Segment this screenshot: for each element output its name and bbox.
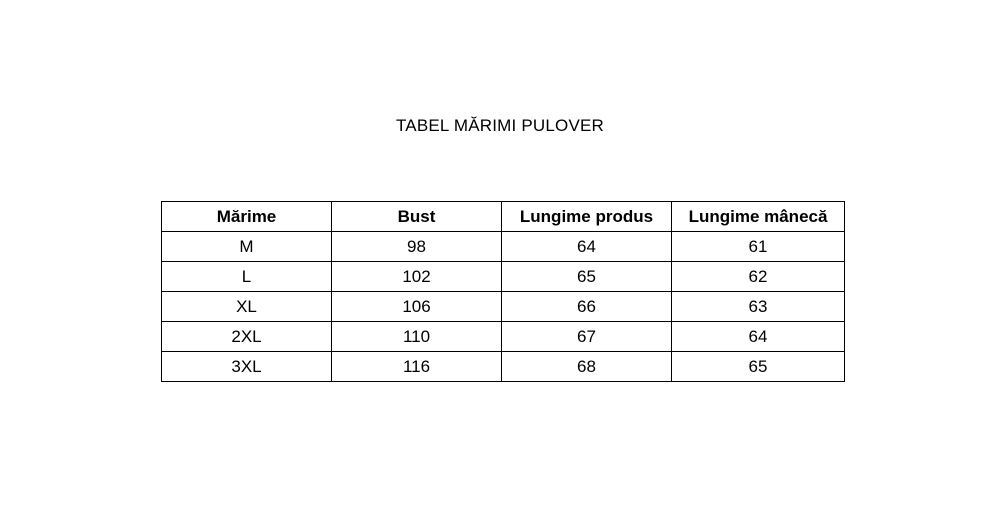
cell-bust: 110 [332, 322, 502, 352]
cell-sleeve-length: 62 [672, 262, 845, 292]
table-row [162, 232, 845, 262]
header-product-length: Lungime produs [502, 202, 672, 232]
cell-size: 2XL [162, 322, 332, 352]
cell-product-length: 67 [502, 322, 672, 352]
page-title: TABEL MĂRIMI PULOVER [395, 116, 605, 135]
table-row [162, 352, 845, 382]
cell-size: XL [162, 292, 332, 322]
cell-size: L [162, 262, 332, 292]
cell-sleeve-length: 64 [672, 322, 845, 352]
cell-size: M [162, 232, 332, 262]
cell-sleeve-length: 65 [672, 352, 845, 382]
header-sleeve-length: Lungime mânecă [672, 202, 845, 232]
cell-product-length: 64 [502, 232, 672, 262]
size-table [161, 201, 845, 382]
cell-sleeve-length: 63 [672, 292, 845, 322]
cell-bust: 106 [332, 292, 502, 322]
cell-bust: 116 [332, 352, 502, 382]
table-row [162, 292, 845, 322]
cell-size: 3XL [162, 352, 332, 382]
cell-bust: 102 [332, 262, 502, 292]
cell-sleeve-length: 61 [672, 232, 845, 262]
cell-product-length: 66 [502, 292, 672, 322]
table-row [162, 262, 845, 292]
cell-bust: 98 [332, 232, 502, 262]
table-header-row [162, 202, 845, 232]
header-bust: Bust [332, 202, 502, 232]
table-row [162, 322, 845, 352]
cell-product-length: 65 [502, 262, 672, 292]
header-size: Mărime [162, 202, 332, 232]
cell-product-length: 68 [502, 352, 672, 382]
